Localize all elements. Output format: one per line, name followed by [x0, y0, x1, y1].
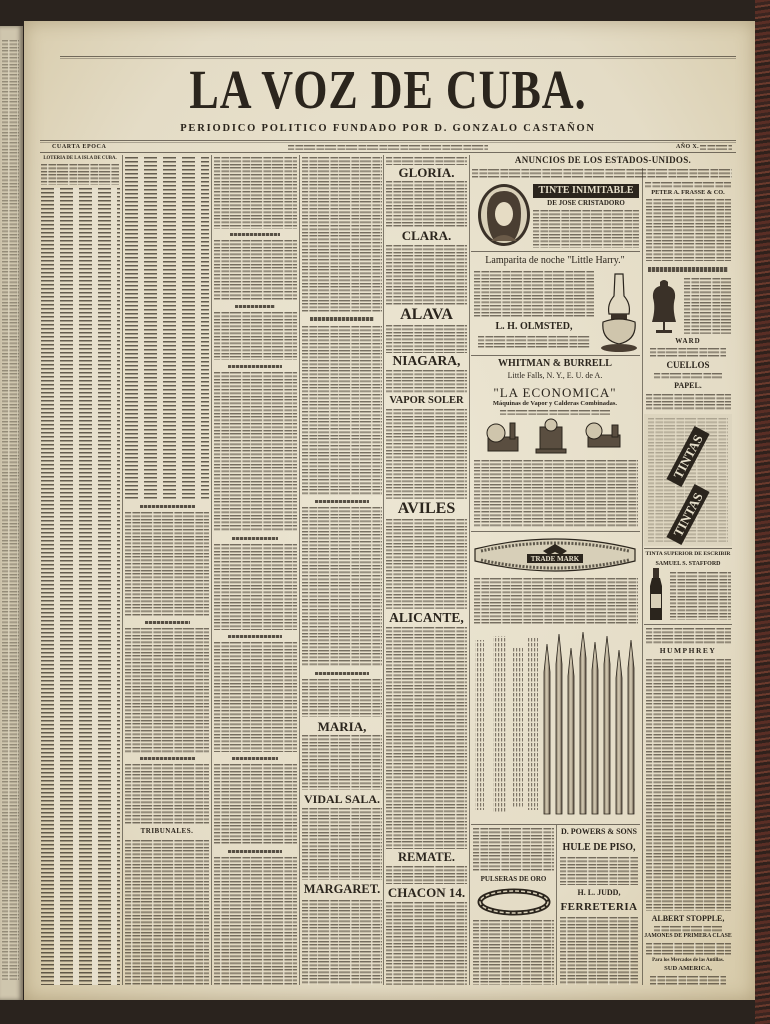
- chacon-heading: CHACON 14.: [387, 885, 466, 900]
- ad-text: [646, 394, 731, 410]
- ship-vidal-sala: VIDAL SALA.: [303, 792, 381, 806]
- ward-name: WARD: [675, 337, 701, 345]
- section-heading: [235, 305, 275, 308]
- dress-form-illustration: [648, 278, 680, 336]
- masthead-rule: [40, 142, 736, 143]
- ad-text: [684, 278, 731, 334]
- ship-gloria: GLORIA.: [398, 165, 455, 180]
- article-text: [302, 507, 382, 667]
- ship-alava: ALAVA: [400, 306, 453, 323]
- ad-heading: [648, 267, 728, 272]
- ad-divider: [556, 825, 557, 985]
- ward-product: CUELLOS: [666, 360, 710, 370]
- article-text: [214, 642, 297, 752]
- ad-text: [654, 926, 722, 932]
- stopple-name: ALBERT STOPPLE,: [651, 914, 725, 923]
- column-rule: [383, 155, 384, 985]
- article-text: [125, 628, 209, 753]
- article-text: [302, 808, 382, 880]
- marbled-binding-edge: [755, 0, 770, 1024]
- ship-niagara: NIAGARA,: [392, 353, 461, 368]
- stafford-title: TINTA SUPERIOR DE ESCRIBIR: [645, 551, 731, 557]
- powers-product: HULE DE PISO,: [562, 842, 636, 853]
- article-text: [386, 866, 467, 884]
- section-heading: [230, 233, 280, 236]
- ad-text: [473, 828, 554, 872]
- cristadoro-title: TINTE INIMITABLE: [533, 184, 639, 198]
- article-text: [214, 240, 297, 300]
- dateline-rule: [40, 152, 736, 153]
- article-text: [386, 245, 467, 305]
- steel-pens-illustration: [471, 628, 639, 822]
- ward-material: PAPEL.: [674, 381, 702, 390]
- whitman-product: Máquinas de Vapor y Calderas Combinadas.: [492, 400, 618, 407]
- stopple-product: JAMONES DE PRIMERA CLASE: [644, 933, 732, 939]
- article-text: [302, 900, 382, 985]
- section-heading: [232, 757, 278, 760]
- ad-text: [473, 920, 554, 985]
- ship-alicante: ALICANTE,: [389, 610, 464, 625]
- stafford-name: SAMUEL S. STAFFORD: [655, 561, 721, 567]
- edition-label: CUARTA EPOCA: [52, 144, 107, 150]
- powers-name: D. POWERS & SONS: [560, 827, 637, 836]
- ad-text: [472, 169, 732, 179]
- article-text: [386, 902, 467, 985]
- newspaper-subtitle: PERIODICO POLITICO FUNDADO POR D. GONZALO CASTAÑON: [180, 123, 596, 134]
- section-heading: [140, 505, 195, 508]
- ad-divider: [471, 355, 640, 356]
- ship-margaret: MARGARET.: [303, 882, 381, 896]
- whitman-name: WHITMAN & BURRELL: [498, 358, 612, 369]
- ship-aviles: AVILES: [397, 500, 456, 517]
- article-text: [125, 512, 209, 617]
- article-text: [214, 372, 297, 532]
- article-text: [302, 679, 382, 717]
- article-text: [386, 157, 467, 165]
- stopple-region: SUD AMERICA,: [664, 965, 712, 972]
- lamp-illustration: [597, 270, 641, 354]
- lottery-heading: LOTERIA DE LA ISLA DE CUBA.: [43, 156, 117, 161]
- ink-bottle-illustration: [646, 568, 666, 622]
- article-text: [302, 157, 382, 312]
- ad-text: [646, 199, 731, 261]
- ads-section-title: ANUNCIOS DE LOS ESTADOS-UNIDOS.: [514, 155, 692, 165]
- column-rule: [211, 155, 212, 985]
- stopple-market: Para los Mercados de las Antillas.: [652, 958, 724, 963]
- newspaper-title: LA VOZ DE CUBA.: [189, 59, 587, 121]
- masthead-rule: [40, 140, 736, 141]
- whitman-place: Little Falls, N. Y., E. U. de A.: [507, 371, 603, 380]
- ad-text: [474, 460, 638, 528]
- ad-divider: [644, 548, 732, 549]
- ad-text: [500, 410, 610, 415]
- lamp-maker: L. H. OLMSTED,: [495, 321, 573, 332]
- ad-text: [646, 628, 731, 644]
- remate-heading: REMATE.: [397, 850, 456, 864]
- article-text: [386, 627, 467, 849]
- section-heading: [145, 621, 190, 624]
- ad-text: [650, 976, 726, 985]
- section-heading: [228, 635, 282, 638]
- frasse-name: PETER A. FRASSE & CO.: [651, 189, 725, 196]
- article-text: [214, 764, 297, 844]
- ad-text: [474, 578, 638, 624]
- section-heading: [232, 537, 278, 540]
- article-text: [125, 764, 209, 824]
- article-text: [386, 409, 467, 499]
- ship-clara: CLARA.: [401, 228, 452, 243]
- cristadoro-maker: DE JOSE CRISTADORO: [547, 199, 625, 207]
- article-text: [214, 312, 297, 360]
- humphrey-name: HUMPHREY: [659, 646, 717, 655]
- column-rule: [469, 155, 470, 985]
- issue-number: [700, 145, 732, 150]
- tribunales-heading: TRIBUNALES.: [140, 827, 194, 835]
- issue-label: AÑO X.: [676, 144, 700, 150]
- ad-text: [645, 182, 731, 188]
- column-rule: [122, 155, 123, 985]
- article-text: [386, 370, 467, 394]
- section-heading: [315, 672, 369, 675]
- masthead-top-rule: [60, 56, 736, 57]
- section-heading: [140, 757, 195, 760]
- bracelet-illustration: [474, 887, 554, 917]
- ship-vapor-soler: VAPOR SOLER: [389, 395, 464, 406]
- trademark-label: TRADE MARK: [530, 555, 580, 563]
- ink-ad-panel: [644, 414, 732, 546]
- ad-text: [560, 857, 638, 885]
- tintas-label: TINTAS: [666, 426, 709, 487]
- ad-text: [533, 210, 639, 248]
- ad-text: [646, 943, 731, 956]
- judd-name: H. L. JUDD,: [577, 888, 621, 897]
- ad-text: [650, 348, 726, 358]
- article-text: [386, 325, 467, 353]
- column-rule: [299, 155, 300, 985]
- column-rule: [642, 168, 643, 985]
- ad-divider: [471, 251, 640, 252]
- trademark-emblem: [471, 535, 639, 575]
- ad-divider: [471, 531, 640, 532]
- ship-maria: MARIA,: [317, 719, 367, 734]
- ad-text: [654, 373, 722, 379]
- section-heading: [310, 317, 374, 321]
- ad-text: [560, 917, 638, 985]
- judd-product: FERRETERIA: [560, 901, 638, 913]
- lamp-ad-title: Lamparita de noche "Little Harry.": [485, 255, 625, 266]
- ad-text: [646, 659, 731, 911]
- cristadoro-portrait: [477, 183, 531, 247]
- lottery-number-table: [125, 157, 209, 500]
- article-text: [214, 157, 297, 229]
- tintas-label: TINTAS: [666, 484, 709, 545]
- ad-text: [474, 271, 594, 318]
- adjacent-page-text: [2, 40, 19, 980]
- article-text: [125, 840, 209, 985]
- article-text: [214, 544, 297, 630]
- section-heading: [228, 365, 282, 368]
- steam-engine-illustrations: [480, 417, 630, 457]
- whitman-brand: "LA ECONOMICA": [493, 385, 617, 400]
- section-heading: [228, 850, 282, 853]
- ad-text: [670, 572, 731, 620]
- article-text: [41, 164, 119, 185]
- bracelets-title: PULSERAS DE ORO: [480, 875, 547, 883]
- ad-divider: [644, 624, 732, 625]
- section-heading: [315, 500, 369, 503]
- article-text: [386, 181, 467, 227]
- ad-text: [478, 336, 590, 348]
- article-text: [386, 519, 467, 609]
- dateline-text: [288, 145, 488, 150]
- lottery-number-table: [41, 188, 120, 985]
- article-text: [302, 326, 382, 496]
- article-text: [302, 735, 382, 790]
- article-text: [214, 857, 297, 985]
